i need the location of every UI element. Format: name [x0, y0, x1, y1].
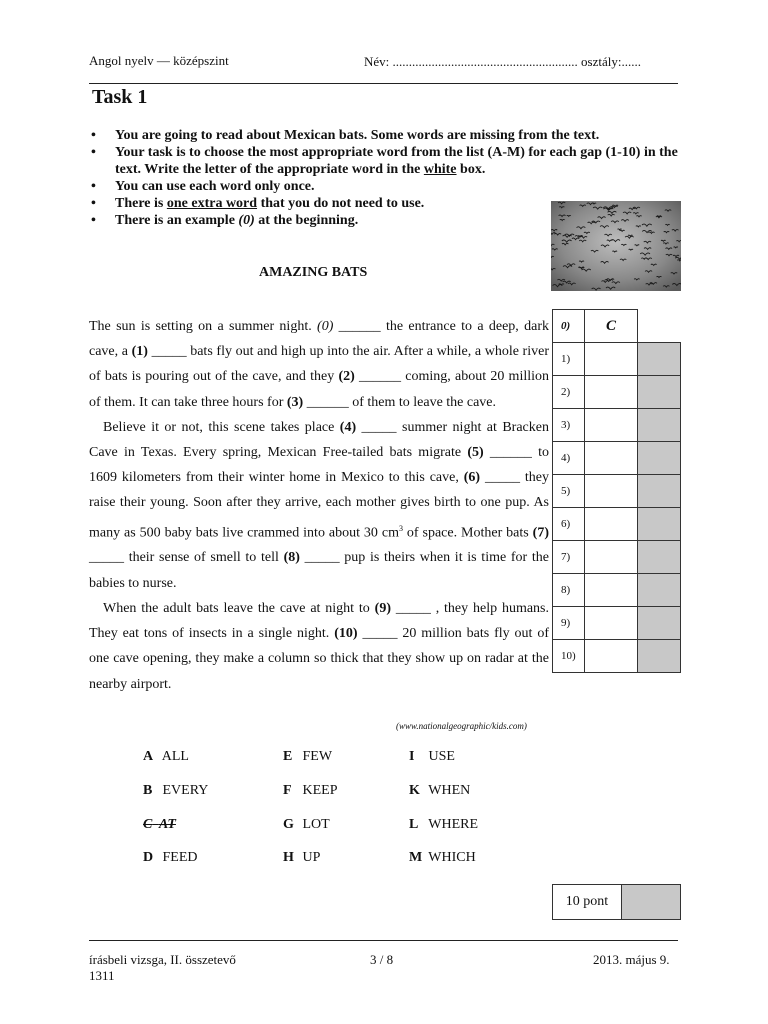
header-divider — [89, 83, 678, 84]
instruction-item: • There is one extra word that you do not need to use. — [89, 195, 689, 212]
answer-row — [553, 475, 681, 508]
answer-box[interactable] — [585, 607, 638, 640]
reading-text — [89, 314, 549, 697]
source-citation: (www.nationalgeographic/kids.com) — [396, 721, 527, 731]
answer-number: 4) — [553, 442, 585, 475]
instruction-item: • Your task is to choose the most appropriate word from the list (A-M) for each gap (1-10) in the text. Write the letter of the appropriate word in the white box. — [89, 144, 689, 178]
score-box — [638, 409, 681, 442]
answer-number: 9) — [553, 607, 585, 640]
paragraph-1: The sun is setting on a summer night. (0) ______ the entrance to a deep, dark cave, a (1) _____ bats fly out and high up into the air. After a while, a whole river of bats is pouring out of the cave, and they (2) ______ coming, about 20 million of them. It can take three hours for (3) ______ of them to leave the cave. — [89, 319, 550, 410]
instruction-item: • You can use each word only once. — [89, 178, 689, 195]
word-option: F KEEP — [283, 783, 338, 798]
word-option: L WHERE — [409, 817, 479, 832]
word-option: D FEED — [143, 850, 198, 865]
footer-page-number: 3 / 8 — [370, 952, 394, 967]
answer-row — [553, 376, 681, 409]
answer-box[interactable] — [585, 409, 638, 442]
score-box — [638, 541, 681, 574]
answer-box[interactable] — [585, 442, 638, 475]
answer-number: 1) — [553, 343, 585, 376]
score-box-total — [552, 884, 681, 920]
answer-box[interactable] — [585, 640, 638, 673]
score-box — [638, 343, 681, 376]
answer-number: 8) — [553, 574, 585, 607]
example-number: 0) — [553, 310, 585, 343]
header-subject: Angol nyelv — középszint — [89, 53, 229, 68]
task-title: Task 1 — [92, 86, 148, 108]
answer-number: 10) — [553, 640, 585, 673]
answer-number: 2) — [553, 376, 585, 409]
bats-photo — [551, 201, 681, 291]
score-box — [638, 376, 681, 409]
footer-left: írásbeli vizsga, II. összetevő — [89, 952, 236, 967]
answer-row — [553, 409, 681, 442]
answer-box[interactable] — [585, 508, 638, 541]
answer-box[interactable] — [585, 343, 638, 376]
word-option: A ALL — [143, 749, 189, 764]
footer-date: 2013. május 9. — [593, 952, 670, 967]
footer-divider — [89, 940, 678, 941]
example-answer: C — [585, 310, 638, 343]
word-option: M WHICH — [409, 850, 476, 865]
instruction-item: • There is an example (0) at the beginning. — [89, 212, 689, 229]
answer-row — [553, 508, 681, 541]
score-box — [638, 607, 681, 640]
word-option: G LOT — [283, 817, 330, 832]
word-option: I USE — [409, 749, 455, 764]
answer-row-example — [553, 310, 681, 343]
instruction-item: • You are going to read about Mexican bats. Some words are missing from the text. — [89, 127, 689, 144]
score-box — [638, 508, 681, 541]
word-option: E FEW — [283, 749, 333, 764]
answer-number: 7) — [553, 541, 585, 574]
score-box — [638, 475, 681, 508]
score-label: 10 pont — [553, 885, 622, 919]
answer-row — [553, 574, 681, 607]
score-box — [638, 640, 681, 673]
answer-number: 6) — [553, 508, 585, 541]
answer-row — [553, 607, 681, 640]
text-title: AMAZING BATS — [259, 265, 368, 280]
paragraph-2: Believe it or not, this scene takes place (4) _____ summer night at Bracken Cave in Texas. Every spring, Mexican Free-tailed bats migrate (5) ______ to 1609 kilometers from their winter home in Mexico to this cave, (6) _____ they raise their young. Soon after they arrive, each mother gives birth to one pup. As many as 500 baby bats live crammed into about 30 $cm^3$ of space. Mother bats (7) _____ their sense of smell to tell (8) _____ pup is theirs when it is time for the babies to nurse. — [89, 419, 549, 591]
word-option-struck: C AT — [143, 817, 176, 832]
answer-number: 5) — [553, 475, 585, 508]
answer-box[interactable] — [585, 376, 638, 409]
score-box — [638, 442, 681, 475]
answer-row — [553, 442, 681, 475]
score-box — [638, 574, 681, 607]
word-option: B EVERY — [143, 783, 209, 798]
answer-box[interactable] — [585, 574, 638, 607]
word-option: H UP — [283, 850, 321, 865]
answer-box[interactable] — [585, 475, 638, 508]
word-option: K WHEN — [409, 783, 471, 798]
footer-code: 1311 — [89, 968, 115, 983]
answer-number: 3) — [553, 409, 585, 442]
answer-row — [553, 343, 681, 376]
answer-row — [553, 541, 681, 574]
answer-box[interactable] — [585, 541, 638, 574]
score-shaded-box — [622, 885, 680, 919]
answer-table — [552, 309, 681, 673]
answer-row — [553, 640, 681, 673]
paragraph-3: When the adult bats leave the cave at night to (9) _____ , they help humans. They eat tons of insects in a single night. (10) _____ 20 million bats fly out of one cave opening, they make a column so thick that they show up on radar at the nearby airport. — [89, 600, 550, 692]
header-name-field: Név: ......................................................... osztály:...... — [364, 54, 641, 69]
